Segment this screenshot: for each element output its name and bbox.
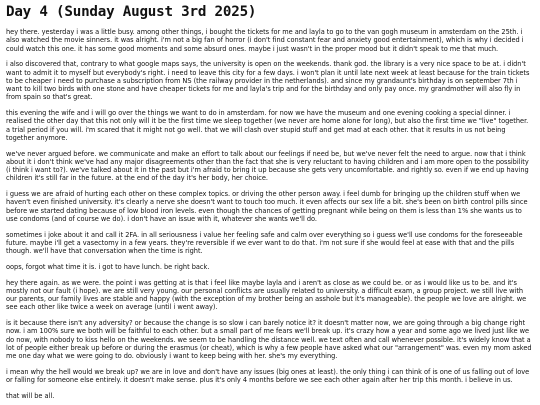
- paragraph-10: i mean why the hell would we break up? we are in love and don't have any issues (big ones at least). the only thing i can think of is one of us falling out of love or falling for someone else entirely. it doesn't make sense. plus it's only 4 months before we see each other again after her trip this month. i believe in us.: [6, 367, 530, 384]
- paragraph-9: is it because there isn't any adversity? or because the change is so slow i can barely notice it? it doesn't matter now, we are going through a big change right now. i am 100% sure we both will be faithful to each other. but a small part of me fears we'll break up. it's crazy how a year and some ago we lived just like we do now, with nobody to kiss hello on the weekends. we seem to be handling the distance well. we text often and call whenever possible. it's widely know that a lot of people either break up before or during the erasmus (or cheat), which is why a few people have asked what our "arrangement" was. even my mom asked me one day what we were going to do. obviously i want to keep being with her. she's my everything.: [6, 319, 532, 360]
- paragraph-5: i guess we are afraid of hurting each other on these complex topics. or driving the other person away. i feel dumb for bringing up the children stuff when we haven't even finished university. it's clearly a nerve she doesn't want to touch too much. it even affects our sex life a bit. she's been on birth control pills since before we started dating because of low blood iron levels. even though the chances of getting pregnant while being on them is less than 1% she wants us to use condoms (and of course we do). i don't have an issue with it, whatever she wants we'll do.: [6, 190, 528, 223]
- paragraph-7: oops, forgot what time it is. i got to have lunch. be right back.: [6, 262, 210, 271]
- paragraph-6: sometimes i joke about it and call it 2FA. in all seriousness i value her feeling safe and calm over everything so i guess we'll use condoms for the foreseeable future. maybe i'll get a vasectomy in a few years. they're reversible if we ever want to do that. i'm not sure if she would feel at ease with that and the pills though. we'll have that conversation when the time is right.: [6, 230, 523, 255]
- paragraph-2: i also discovered that, contrary to what google maps says, the university is open on the weekends. thank god. the library is a very nice space to be at. i didn't want to admit it to myself but everybody's right. i need to leave this city for a few days. i won't plan it until late next week at least because for the train tickets to be cheaper i need to purchase a subscription from NS (the railway provider in the netherlands). and since my grandaunt's birthday is on september 7th i want to kill two birds with one stone and have cheaper tickets for me and layla's trip and for the birthday and only pay once. my grandmother will also fly in from spain so that's great.: [6, 60, 530, 102]
- paragraph-1: hey there. yesterday i was a little busy. among other things, i bought the tickets for me and layla to go to the van gogh museum in amsterdam on the 25th. i also watched the movie sinners. it was alright. i'm not a big fan of horror (i don't find constant fear and anxiety good entertainment), which is why i decided i could watch this one. it has some good moments and some absurd ones. maybe i just wasn't in the proper mood but it didn't speak to me that much.: [6, 28, 524, 53]
- paragraph-3: this evening the wife and i will go over the things we want to do in amsterdam. for now we have the museum and one evening cooking a special dinner. i realised the other day that this not only will it be the first time we sleep together (we never are home alone for long), but also the first time we "live" together. a trial period if you will. i'm scared that it might not go well. that we will clash over stupid stuff and get mad at each other. that it results in us not being together anymore.: [6, 109, 529, 142]
- paragraph-8: hey there again. as we were. the point i was getting at is that i feel like maybe layla and i aren't as close as we could be. or as i would like us to be. and it's mostly not our fault (i hope). we are still very young. our personal conflicts are usually related to university. a difficult exam, a group project. we still live with our parents, our family lives are stable and happy (with the exception of my brother being an asshole but it's manageable). the people we love are alright. we see each other like twice a week on average (until i went away).: [6, 278, 527, 312]
- journal-body: [6, 28, 534, 400]
- page-title: Day 4 (Sunday August 3rd 2025): [6, 4, 257, 20]
- paragraph-4: we've never argued before. we communicate and make an effort to talk about our feelings if need be, but we've never felt the need to argue. now that i think about it i don't think we've had any major disagreements other than the fact that she is very reluctant to having children and i am more open to the possibility (i think i want to?). we've talked about it in the past but i'm afraid to bring it up because she gets very uncomfortable. and rightly so. even if we end up having children it's still far in the future. at the end of the day it's her body, her choice.: [6, 149, 529, 183]
- paragraph-11: that will be all.: [6, 391, 55, 400]
